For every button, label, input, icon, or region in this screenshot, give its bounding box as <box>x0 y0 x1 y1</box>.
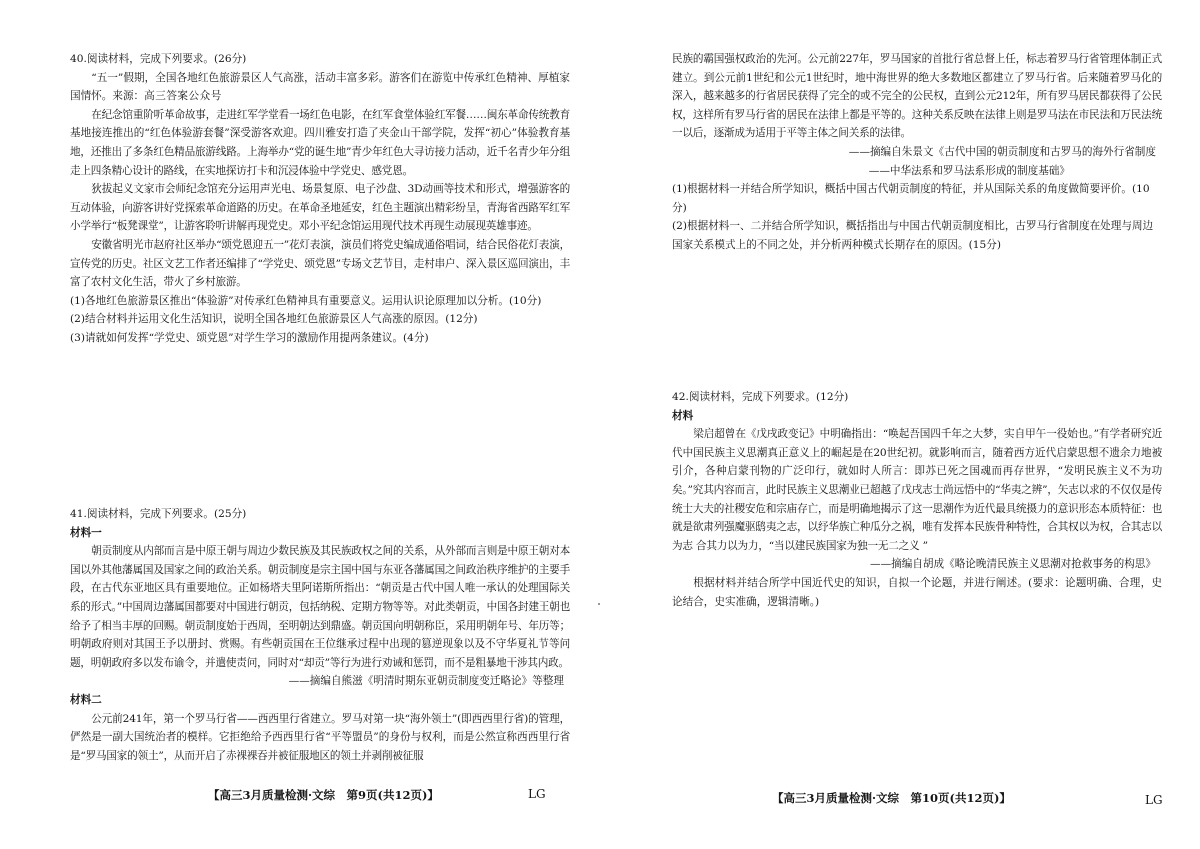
q41-requirement-1: (1)根据材料一并结合所学知识，概括中国古代朝贡制度的特征，并从国际关系的角度做简要评价。(10分) <box>672 183 1150 214</box>
material-2-label: 材料二 <box>70 693 102 706</box>
material-2-text: 公元前241年，第一个罗马行省——西西里行省建立。罗马对第一块“海外领土”(即西西里行省)的管理，俨然是一副大国统治者的模样。它拒绝给予西西里行省“平等盟员”的身份与权利，而是公然宣称西西里行省是“罗马国家的领土”，从而开启了赤裸裸吞并被征服地区的领土并剥削被征服 <box>70 712 570 762</box>
q40-paragraph-2: 在纪念馆重阶听革命故事，走进红军学堂看一场红色电影，在红军食堂体验红军餐……闽东革命传统教育基地接连推出的“红色体验游套餐”深受游客欢迎。四川雅安打造了夹金山干部学院，发挥“初心”体验教育基地，还推出了多条红色精品旅游线路。上海举办“党的诞生地”青少年红色大寻访接力活动，近千名青少年分组走上四条精心设计的路线，在实地探访打卡和沉浸体验中学党史、感党恩。 <box>70 108 570 177</box>
material-1-text: 朝贡制度从内部而言是中原王朝与周边少数民族及其民族政权之间的关系，从外部而言则是中原王朝对本国以外其他藩属国及国家之间的政治关系。朝贡制度是宗主国中国与东亚各藩属国之间政治秩序维护的主要手段，在古代东亚地区具有重要地位。正如杨塔夫里阿诺斯所指出：“朝贡是古代中国人唯一承认的处理国际关系的形式。”中国周边藩属国都要对中国进行朝贡，包括纳税、定期方物等等。对此类朝贡，中国各封建王朝也给予了相当丰厚的回赐。朝贡制度始于西周，至明朝达到鼎盛。朝贡国向明朝称臣，采用明朝年号、年历等；明朝政府则对其国王予以册封、赏赐。有些朝贡国在王位继承过程中出现的篡逆现象以及不守华夏礼节等问题，明朝政府多以发布谕令，并遣使责问，同时对“却贡”等行为进行劝诫和惩罚，而不是粗暴地干涉其内政。 <box>70 545 570 669</box>
left-page-q41 <box>70 505 570 765</box>
material-2-citation-line-1: ——摘编自朱景文《古代中国的朝贡制度和古罗马的海外行省制度 <box>848 145 1156 158</box>
material-2-citation-line-2: ——中华法系和罗马法系形成的制度基础》 <box>868 164 1070 177</box>
right-page-code: LG <box>1145 793 1163 807</box>
left-page-footer: 【高三3月质量检测·文综 第9页(共12页)】 <box>208 788 439 802</box>
q40-paragraph-1 <box>70 69 570 106</box>
question-41-title: 41.阅读材料，完成下列要求。(25分) <box>70 508 247 520</box>
q42-citation: ——摘编自胡成《略论晚清民族主义思潮对抢救事务的构思》 <box>869 558 1156 571</box>
material-1-label: 材料一 <box>70 526 102 539</box>
material-2-continued: 民族的霸国强权政治的先河。公元前227年，罗马国家的首批行省总督上任，标志着罗马行省管理体制正式建立。到公元前1世纪和公元1世纪时，地中海世界的绝大多数地区都建立了罗马行省。后来随着罗马化的深入，越来越多的行省居民获得了完全的或不完全的公民权，直到公元212年，所有罗马居民都获得了公民权，这样所有罗马行省的居民在法律上都是平等的。这种关系反映在法律上则是罗马法在市民法和万民法统一以后，逐渐成为适用于平等主体之间关系的法律。 <box>672 53 1162 140</box>
left-page-code: LG <box>528 787 546 801</box>
question-40-title: 40.阅读材料，完成下列要求。(26分) <box>70 53 247 65</box>
q42-task: 根据材料并结合所学中国近代史的知识，自拟一个论题，并进行阐述。(要求：论题明确、合理，史论结合，史实准确，逻辑清晰。) <box>672 576 1162 608</box>
right-page <box>672 50 1162 255</box>
q40-paragraph-3: 狄拔起义文家市会师纪念馆充分运用声光电、场景复原、电子沙盘、3D动画等技术和形式，增强游客的互动体验，向游客讲好党探索革命道路的历史。在革命圣地延安，红色主题演出精彩纷呈，青海省西路军红军小学举行“板凳课堂”，让游客聆听讲解再现党史。邓小平纪念馆运用现代技术再现生动展现英雄事迹。 <box>70 183 570 233</box>
q40-paragraph-1-text: “五一”假期，全国各地红色旅游景区人气高涨，活动丰富多彩。游客们在游览中传承红色精神、厚植家国情怀。来源： <box>70 71 570 103</box>
scan-speck <box>598 603 600 605</box>
q41-requirement-2: (2)根据材料一、二并结合所学知识，概括指出与中国古代朝贡制度相比，古罗马行省制度在处理与周边国家关系模式上的不同之处，并分析两种模式长期存在的原因。(15分) <box>672 220 1154 251</box>
right-page-q42 <box>672 388 1162 611</box>
material-1-citation: ——摘编自熊滋《明清时期东亚朝贡制度变迁略论》等整理 <box>288 675 564 688</box>
left-page <box>70 50 570 348</box>
q40-requirement-1: (1)各地红色旅游景区推出“体验游”对传承红色精神具有重要意义。运用认识论原理加以分析。(10分) <box>70 294 542 307</box>
q40-paragraph-4: 安徽省明光市赵府社区举办“颂党恩迎五一”花灯表演，演员们将党史编成通俗唱词，结合民俗花灯表演，宣传党的历史。社区文艺工作者还编排了“学党史、颂党恩”专场文艺节目，走村串户、深入景区巡回演出，丰富了农村文化生活，带火了乡村旅游。 <box>70 238 570 289</box>
right-page-footer: 【高三3月质量检测·文综 第10页(共12页)】 <box>772 791 1011 805</box>
q40-requirement-3: (3)请就如何发挥“学党史、颂党恩”对学生学习的激励作用提两条建议。(4分) <box>70 331 429 344</box>
q42-material-label: 材料 <box>672 409 694 422</box>
source-watermark: 高三答案公众号 <box>144 90 222 103</box>
question-42-title: 42.阅读材料，完成下列要求。(12分) <box>672 391 849 403</box>
q40-requirement-2: (2)结合材料并运用文化生活知识，说明全国各地红色旅游景区人气高涨的原因。(12分) <box>70 313 478 326</box>
q42-material-text: 梁启超曾在《戊戌政变记》中明确指出：“唤起吾国四千年之大梦，实自甲午一役始也。”有学者研究近代中国民族主义思潮真正意义上的崛起是在20世纪初。就影响而言，随着西方近代启蒙思想不遗余力地被引介，各种启蒙刊物的广泛印行，就如时人所言：即苏已死之国魂而再存世界，“发明民族主义不为功矣。”究其内容而言，此时民族主义思潮业已超越了戊戌志士尚远悟中的“华夷之辨”，矢志以求的不仅仅是传统士大夫的社稷安危和宗庙存亡，而是明确地揭示了这一思潮作为近代最具统摄力的意识形态本质特征：也就是欲肃列强魔驱鸱夷之志，以纾华族亡种瓜分之祸，唯有发挥本民族骨种特性，合其权以为权，合其志以为志 合其力以为力，“当以建民族国家为独一无二之义 ” <box>672 428 1162 552</box>
